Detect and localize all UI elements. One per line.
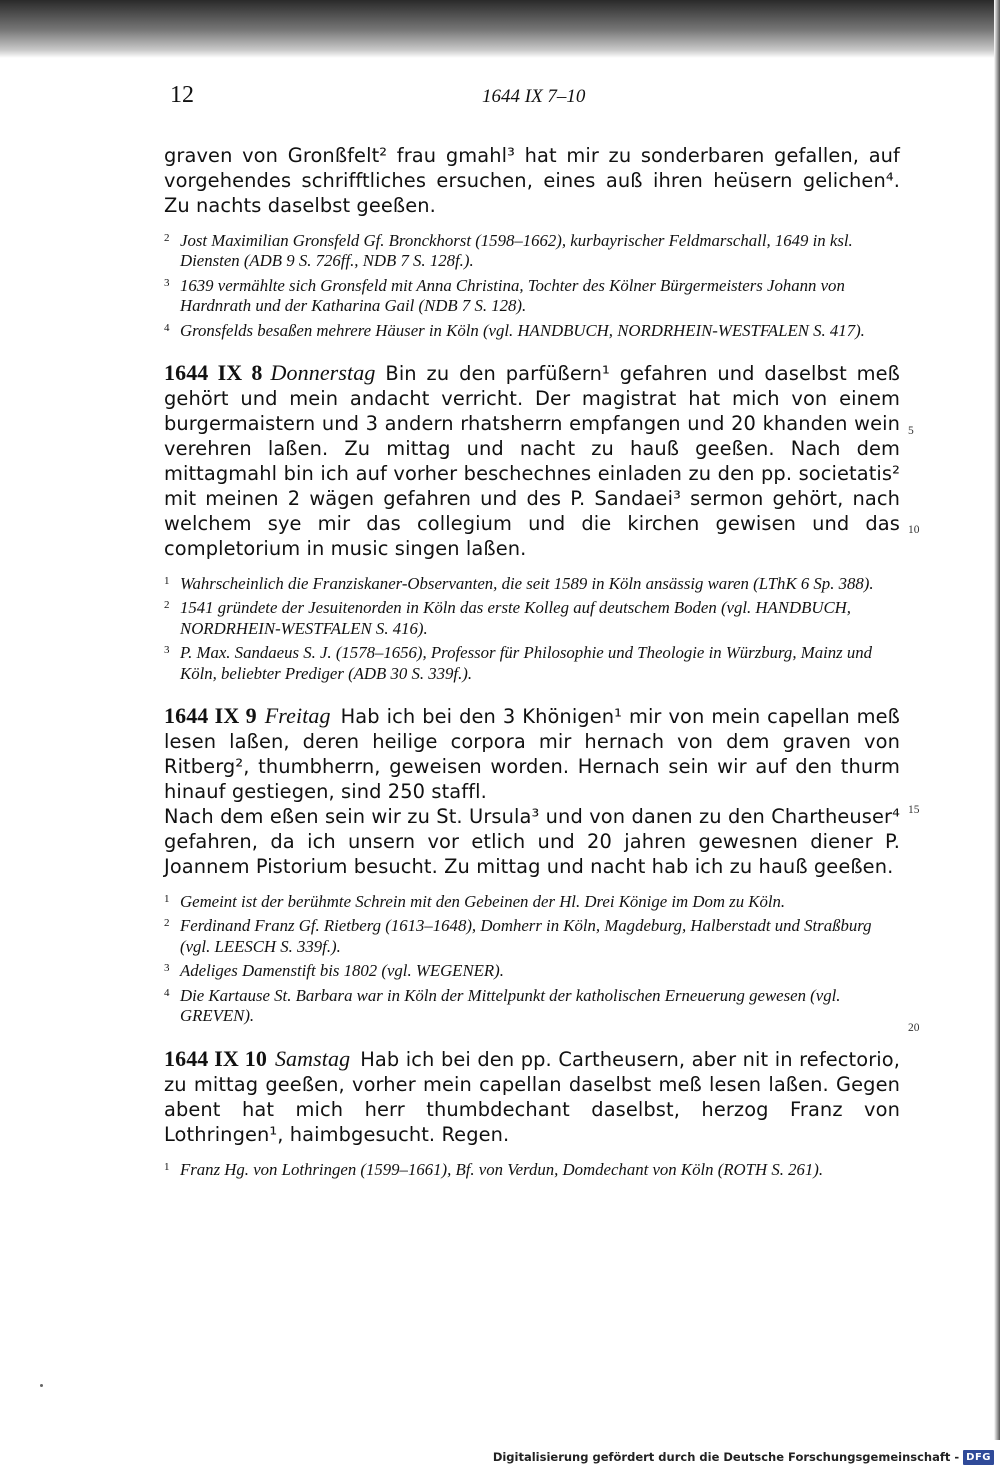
footnote-text: 1541 gründete der Jesuitenorden in Köln das erste Kolleg auf deutschem Boden (vgl. HANDBUCH, NORDRHEIN-WESTFALEN S. 416). [180, 598, 851, 638]
footnote [164, 595, 900, 639]
entry-footnotes [164, 1157, 900, 1180]
footnote-number: 2 [164, 599, 170, 612]
funding-note: Digitalisierung gefördert durch die Deutsche Forschungsgemeinschaft - [492, 1450, 960, 1464]
footnote-text: Gemeint ist der berühmte Schrein mit den Gebeinen der Hl. Drei Könige im Dom zu Köln. [180, 892, 786, 912]
line-number: 15 [908, 804, 920, 816]
entry-footnotes [164, 889, 900, 1026]
footnote-number: 4 [164, 321, 170, 334]
intro-footnotes [164, 228, 900, 341]
footnote-text: Adeliges Damenstift bis 1802 (vgl. WEGENER). [180, 961, 504, 981]
diary-entry-ix-8 [164, 360, 900, 561]
footnote-text: Wahrscheinlich die Franziskaner-Observanten, die seit 1589 in Köln ansässig waren (LThK 6 Sp. 388). [180, 574, 874, 594]
footnote [164, 983, 900, 1027]
line-number-margin [908, 0, 948, 1478]
main-text [164, 143, 900, 1181]
footnote-text: P. Max. Sandaeus S. J. (1578–1656), Professor für Philosophie und Theologie in Würzburg, Mainz und Köln, beliebter Prediger (ADB 30 S. 339f.). [180, 643, 873, 683]
entry-weekday: Donnerstag [270, 360, 376, 386]
scan-edge-right [994, 0, 1000, 1440]
entry-date: 1644 IX 9 [164, 703, 257, 729]
footnote-number: 3 [164, 962, 170, 975]
scan-speck [40, 1384, 43, 1387]
running-head [170, 82, 900, 116]
footnote-number: 4 [164, 986, 170, 999]
diary-entry-ix-9-continued: Nach dem eßen sein wir zu St. Ursula³ und von danen zu den Chartheuser⁴ gefahren, da ich unsern vor etlich und 20 jahren gewesnen diener P. Joannem Pistorium besucht. Zu mittag und nacht hab ich zu hauß geeßen. [164, 805, 900, 879]
diary-entry-ix-9 [164, 703, 900, 804]
footnote [164, 273, 900, 317]
entry-date: 1644 IX 10 [164, 1045, 267, 1071]
line-number: 10 [908, 524, 920, 536]
footnote [164, 1157, 900, 1180]
entry-date: 1644 IX 8 [164, 360, 263, 386]
running-title: 1644 IX 7–10 [482, 86, 586, 107]
entry-footnotes [164, 571, 900, 684]
footnote-text: Die Kartause St. Barbara war in Köln der Mittelpunkt der katholischen Erneuerung gewesen (vgl. GREVEN). [180, 985, 841, 1026]
page-number: 12 [170, 82, 194, 108]
footnote [164, 318, 900, 341]
footnote [164, 889, 900, 912]
dfg-funding-banner [493, 1445, 994, 1469]
entry-text: Hab ich bei den 3 Khönigen¹ mir von mein capellan meß lesen laßen, deren heilige corpora mir hernach von dem graven von Ritberg², thumbherrn, geweisen worden. Hernach sein wir auf den thurm hinauf gestiegen, sind 250 staffl. [164, 705, 900, 804]
footnote-text: Franz Hg. von Lothringen (1599–1661), Bf. von Verdun, Domdechant von Köln (ROTH S. 261). [180, 1159, 824, 1179]
footnote-text: Jost Maximilian Gronsfeld Gf. Bronckhorst (1598–1662), kurbayrischer Feldmarschall, 1649 in ksl. Diensten (ADB 9 S. 726ff., NDB 7 S. 128f.). [180, 231, 853, 271]
footnote-number: 1 [164, 1160, 170, 1173]
footnote-number: 3 [164, 644, 170, 657]
footnote [164, 228, 900, 272]
footnote-text: Gronsfelds besaßen mehrere Häuser in Köln (vgl. HANDBUCH, NORDRHEIN-WESTFALEN S. 417). [180, 320, 865, 340]
footnote [164, 958, 900, 981]
entry-text: Hab ich bei den pp. Cartheusern, aber nit in refectorio, zu mittag geeßen, vorher mein capellan daselbst meß lesen laßen. Gegen abent hat mich herr thumbdechant daselbst, herzog Franz von Lothringen¹, haimbgesucht. Regen. [164, 1047, 900, 1146]
footnote-number: 1 [164, 893, 170, 906]
line-number: 5 [908, 425, 914, 437]
line-number: 20 [908, 1022, 920, 1034]
diary-entry-ix-10 [164, 1046, 900, 1147]
footnote-number: 2 [164, 232, 170, 244]
entry-weekday: Freitag [264, 703, 331, 729]
scan-edge-top [0, 0, 1000, 58]
footnote [164, 640, 900, 684]
footnote [164, 913, 900, 957]
dfg-logo: DFG [963, 1450, 994, 1465]
entry-text: Bin zu den parfüßern¹ gefahren und daselbst meß gehört und mein andacht verricht. Der magistrat hat mich von einem burgermaistern und 3 andern rhatsherrn empfangen und 20 khanden wein verehren laßen. Zu mittag und nacht zu hauß geeßen. Nach dem mittagmahl bin ich auf vorher beschechnes einladen zu den pp. societatis² mit meinen 2 wägen gefahren und des P. Sandaei³ sermon gehört, nach welchem sye mir das collegium und die kirchen gewisen und das completorium in music singen laßen. [164, 362, 901, 561]
footnote [164, 571, 900, 594]
footnote-text: Ferdinand Franz Gf. Rietberg (1613–1648), Domherr in Köln, Magdeburg, Halberstadt und Straßburg (vgl. LEESCH S. 339f.). [180, 916, 872, 956]
intro-paragraph: graven von Gronßfelt² frau gmahl³ hat mir zu sonderbaren gefallen, auf vorgehendes schrifftliches ersuchen, eines auß ihren heüsern gelichen⁴. Zu nachts daselbst geeßen. [164, 144, 900, 217]
footnote-text: 1639 vermählte sich Gronsfeld mit Anna Christina, Tochter des Kölner Bürgermeisters Johann von Hardnrath und der Katharina Gail (NDB 7 S. 128). [180, 275, 845, 316]
footnote-number: 1 [164, 575, 170, 588]
entry-weekday: Samstag [274, 1045, 351, 1071]
footnote-number: 3 [164, 276, 170, 289]
footnote-number: 2 [164, 917, 170, 930]
